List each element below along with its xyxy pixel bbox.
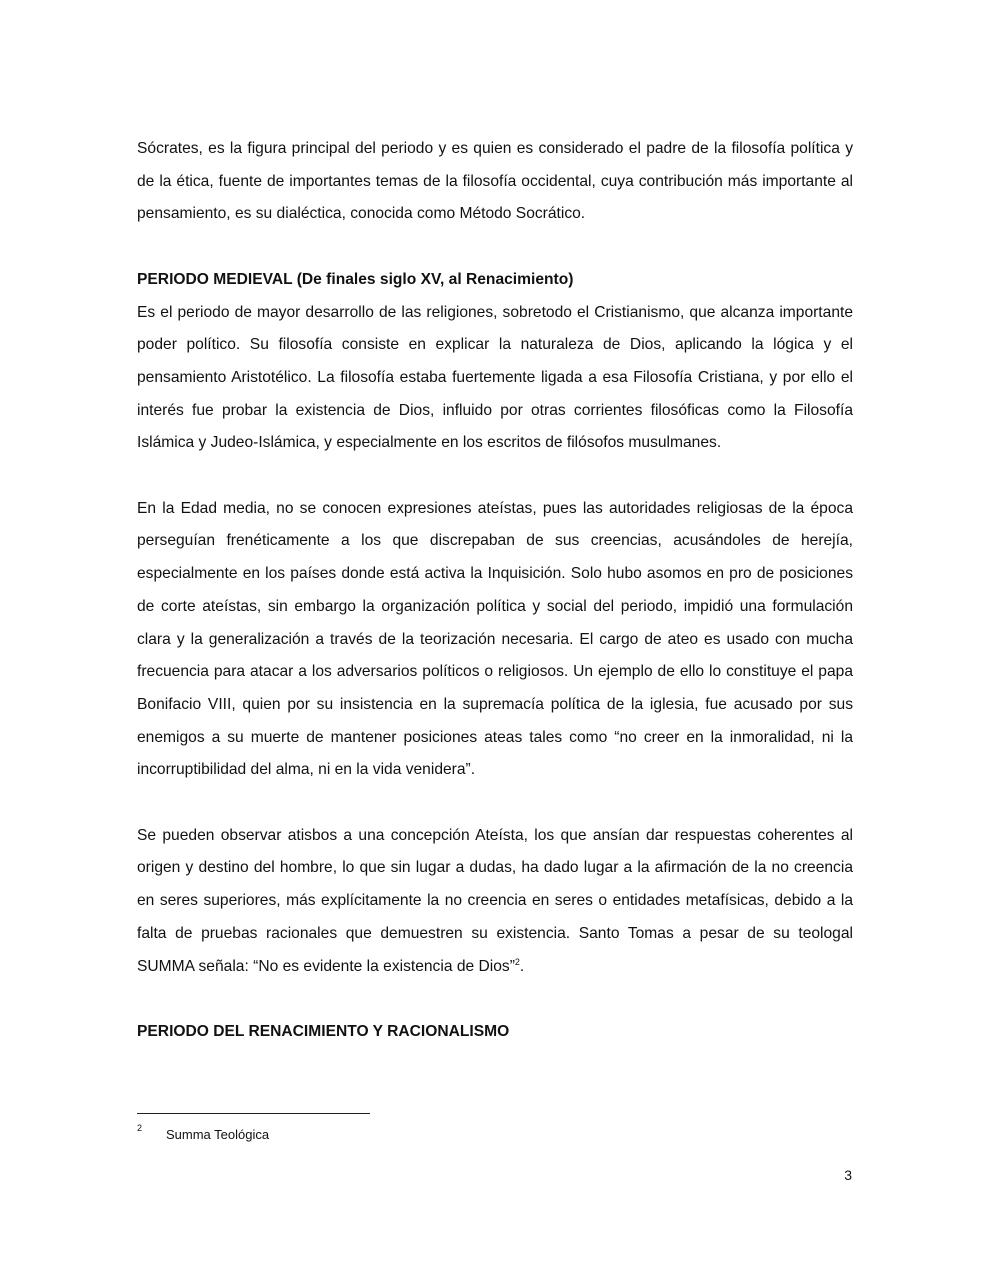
paragraph-spacer (137, 231, 853, 264)
footnote-number: 2 (137, 1123, 143, 1133)
paragraph-socrates: Sócrates, es la figura principal del periodo y es quien es considerado el padre de la filosofía política y de la ética, fuente de importantes temas de la filosofía occidental, cuya contribución más importante al pensamiento, es su dialéctica, conocida como Método Socrático. (137, 140, 853, 223)
page-body (137, 133, 853, 1049)
paragraph-medieval-religion: Es el periodo de mayor desarrollo de las religiones, sobretodo el Cristianismo, que alcanza importante poder político. Su filosofía consiste en explicar la naturaleza de Dios, aplicando la lógica y el pensamiento Aristotélico. La filosofía estaba fuertemente ligada a esa Filosofía Cristiana, y por ello el interés fue probar la existencia de Dios, influido por otras corrientes filosóficas como la Filosofía Islámica y Judeo-Islámica, y especialmente en los escritos de filósofos musulmanes. (137, 303, 853, 452)
paragraph-spacer (137, 787, 853, 820)
footnote-separator (137, 1113, 370, 1114)
paragraph-spacer (137, 460, 853, 493)
footnote-reference[interactable]: 2 (514, 956, 520, 967)
paragraph-spacer (137, 983, 853, 1016)
paragraph-end-punctuation: . (519, 957, 525, 975)
heading-renacimiento: PERIODO DEL RENACIMIENTO Y RACIONALISMO (137, 1022, 510, 1040)
paragraph-edad-media: En la Edad media, no se conocen expresiones ateístas, pues las autoridades religiosas de la época perseguían frenéticamente a los que discrepaban de sus creencias, acusándoles de herejía, especialmente en los países donde está activa la Inquisición. Solo hubo asomos en pro de posiciones de corte ateístas, sin embargo la organización política y social del periodo, impidió una formulación clara y la generalización a través de la teorización necesaria. El cargo de ateo es usado con mucha frecuencia para atacar a los adversarios políticos o religiosos. Un ejemplo de ello lo constituye el papa Bonifacio VIII, quien por su insistencia en la supremacía política de la iglesia, fue acusado por sus enemigos a su muerte de mantener posiciones ateas tales como “no creer en la inmoralidad, ni la incorruptibilidad del alma, ni en la vida venidera”. (137, 499, 853, 779)
paragraph-concepcion-ateista (137, 820, 853, 984)
footnote-text: Summa Teológica (166, 1127, 270, 1142)
page-number: 3 (844, 1167, 852, 1183)
heading-periodo-medieval: PERIODO MEDIEVAL (De finales siglo XV, al Renacimiento) (137, 270, 574, 288)
paragraph-concepcion-ateista-text: Se pueden observar atisbos a una concepción Ateísta, los que ansían dar respuestas coherentes al origen y destino del hombre, lo que sin lugar a dudas, ha dado lugar a la afirmación de la no creencia en seres superiores, más explícitamente la no creencia en seres o entidades metafísicas, debido a la falta de pruebas racionales que demuestren su existencia. Santo Tomas a pesar de su teologal SUMMA señala: “No es evidente la existencia de Dios” (137, 826, 853, 975)
